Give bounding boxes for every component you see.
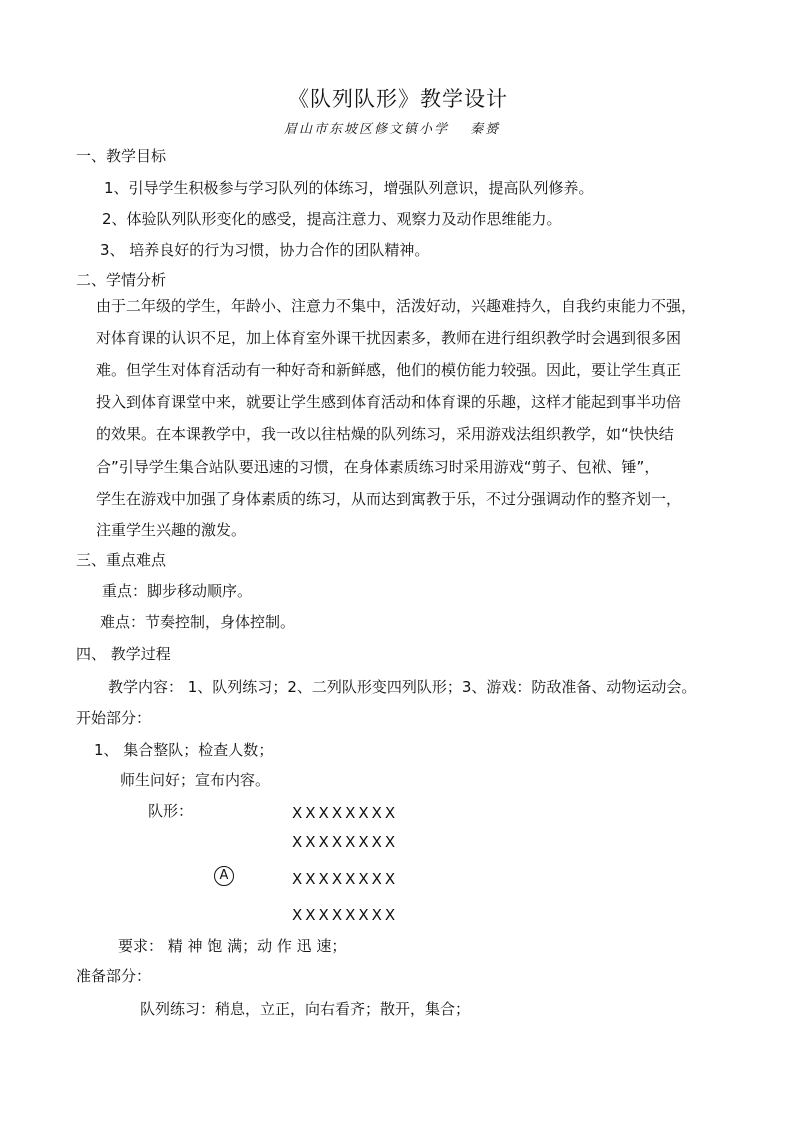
objective-item: 2、体验队列队形变化的感受，提高注意力、观察力及动作思维能力。 — [102, 210, 562, 228]
teacher-position-marker: A — [214, 866, 234, 886]
start-part-label: 开始部分： — [76, 709, 152, 727]
formation-row: XXXXXXXX — [292, 870, 399, 888]
difficulty-point: 难点：节奏控制，身体控制。 — [100, 613, 296, 631]
paragraph-line: 的效果。在本课教学中，我一改以往枯燥的队列练习，采用游戏法组织教学，如“快快结 — [96, 425, 674, 443]
teaching-content: 教学内容： 1、队列练习；2、二列队形变四列队形；3、游戏：防敌准备、动物运动会。 — [108, 678, 697, 696]
document-title: 《队列队形》教学设计 — [288, 87, 508, 111]
paragraph-line: 由于二年级的学生，年龄小、注意力不集中，活泼好动，兴趣难持久，自我约束能力不强， — [96, 297, 697, 315]
objective-item: 1、引导学生积极参与学习队列的体练习，增强队列意识，提高队列修养。 — [104, 179, 594, 197]
section-heading-objectives: 一、教学目标 — [76, 147, 167, 165]
requirement: 要求： 精 神 饱 满；动 作 迅 速； — [118, 937, 347, 955]
paragraph-line: 学生在游戏中加强了身体素质的练习，从而达到寓教于乐，不过分强调动作的整齐划一， — [96, 490, 682, 508]
paragraph-line: 注重学生兴趣的激发。 — [96, 521, 247, 539]
step-greeting: 师生问好；宣布内容。 — [120, 771, 271, 789]
paragraph-line: 投入到体育课堂中来，就要让学生感到体育活动和体育课的乐趣，这样才能起到事半功倍 — [96, 393, 682, 411]
formation-row: XXXXXXXX — [292, 804, 399, 822]
paragraph-line: 合”引导学生集合站队要迅速的习惯，在身体素质练习时采用游戏“剪子、包袱、锤”， — [96, 458, 660, 476]
formation-label: 队形： — [148, 802, 194, 820]
objective-item: 3、 培养良好的行为习惯，协力合作的团队精神。 — [100, 241, 430, 259]
formation-row: XXXXXXXX — [292, 833, 399, 851]
formation-row: XXXXXXXX — [292, 906, 399, 924]
paragraph-line: 难。但学生对体育活动有一种好奇和新鲜感，他们的模仿能力较强。因此，要让学生真正 — [96, 361, 682, 379]
key-point: 重点：脚步移动顺序。 — [102, 582, 253, 600]
section-heading-process: 四、 教学过程 — [76, 645, 171, 663]
paragraph-line: 对体育课的认识不足，加上体育室外课干扰因素多，教师在进行组织教学时会遇到很多困 — [96, 329, 682, 347]
drill-practice: 队列练习：稍息，立正，向右看齐；散开，集合； — [140, 1000, 471, 1018]
step-assemble: 1、 集合整队；检查人数； — [94, 741, 274, 759]
author-line: 眉山市东坡区修文镇小学 秦赟 — [284, 122, 501, 137]
prep-part-label: 准备部分： — [76, 967, 152, 985]
section-heading-keypoints: 三、重点难点 — [76, 551, 167, 569]
section-heading-analysis: 二、学情分析 — [76, 271, 167, 289]
